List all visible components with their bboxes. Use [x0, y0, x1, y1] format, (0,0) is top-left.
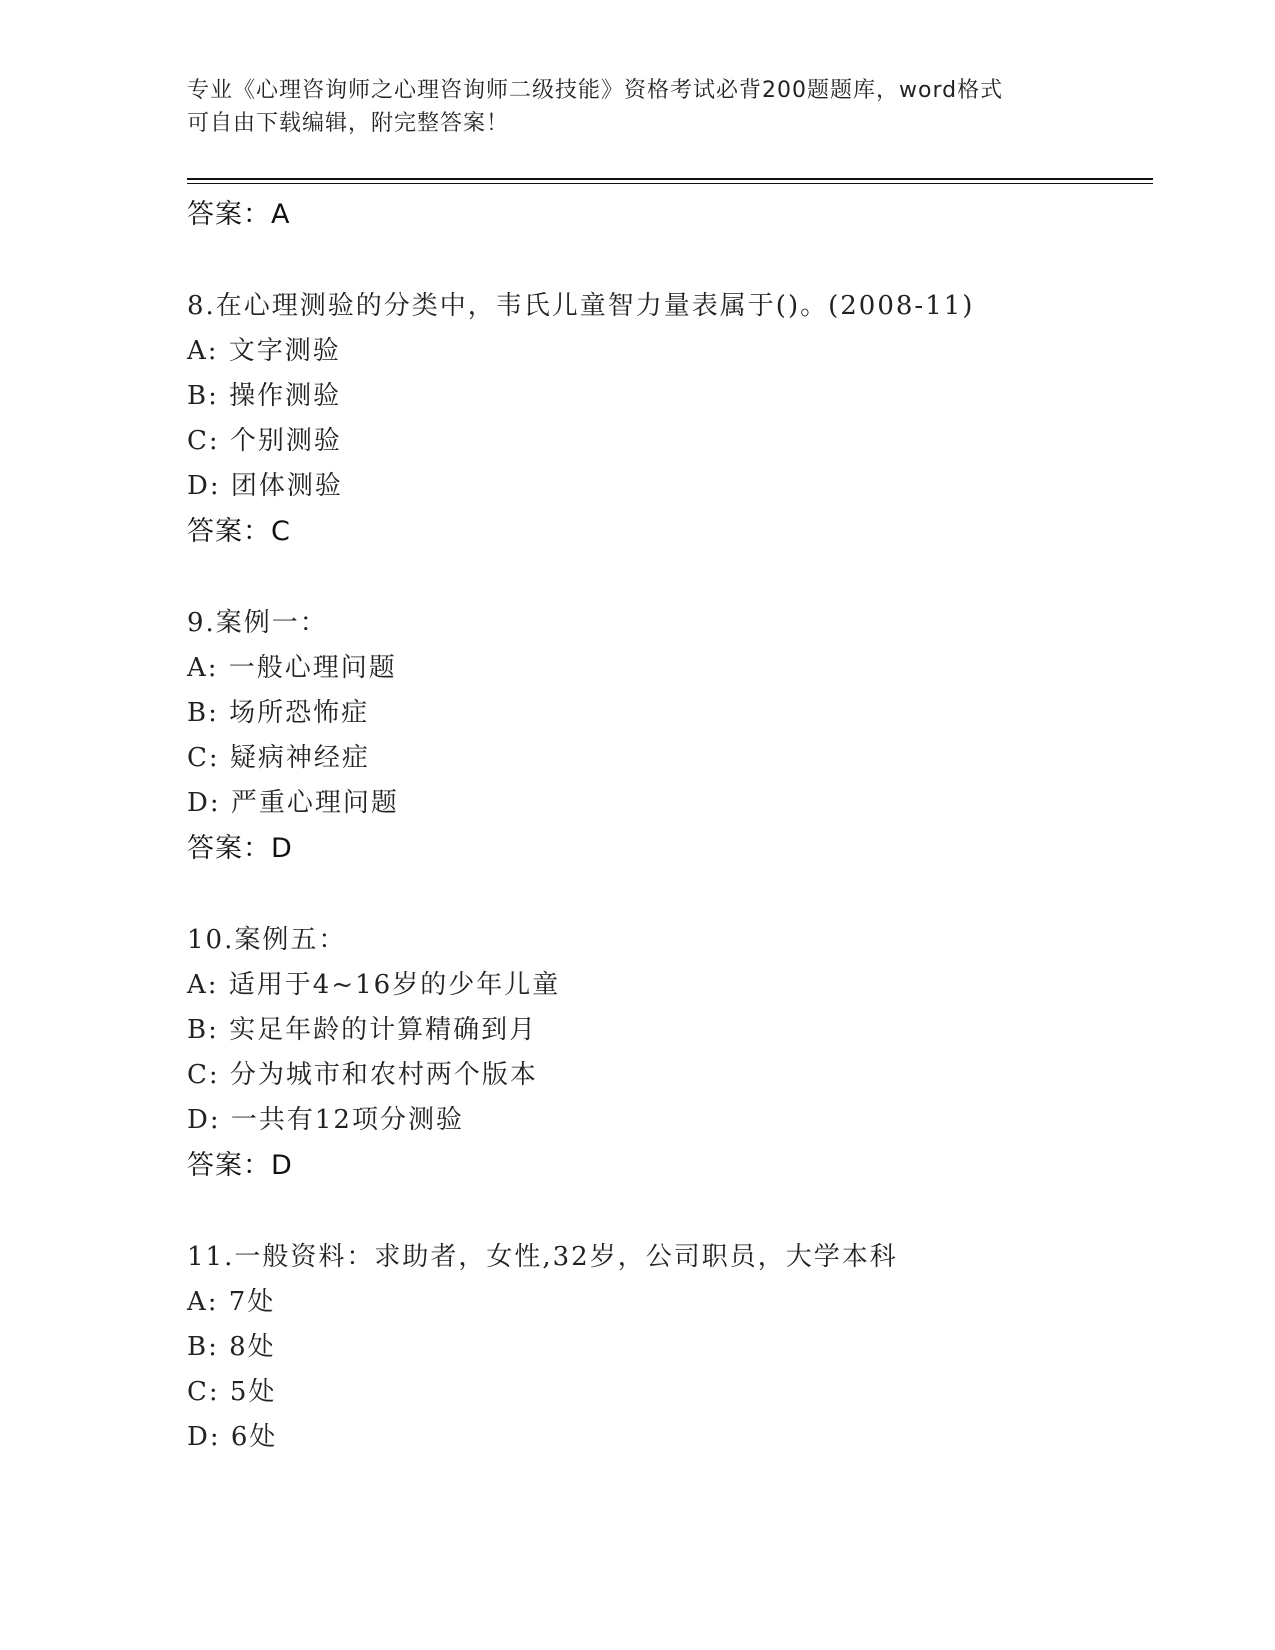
answer-line: 答案：D	[187, 833, 293, 864]
question-title: 10.案例五：	[187, 925, 347, 955]
option-a: A: 7处	[187, 1287, 276, 1317]
spacer	[187, 237, 1147, 284]
header-line-1: 专业《心理咨询师之心理咨询师二级技能》资格考试必背200题题库，word格式	[187, 78, 1004, 103]
question-block	[187, 284, 1147, 554]
question-block	[187, 918, 1147, 1188]
header-divider-thin	[187, 183, 1153, 184]
question-title: 8.在心理测验的分类中，韦氏儿童智力量表属于()。(2008-11)	[187, 291, 975, 321]
header-divider-thick	[187, 178, 1153, 180]
option-a: A: 文字测验	[187, 336, 341, 366]
option-c: C: 分为城市和农村两个版本	[187, 1060, 538, 1090]
option-d: D: 团体测验	[187, 471, 343, 501]
question-block	[187, 601, 1147, 871]
answer-line: 答案：C	[187, 516, 291, 547]
option-b: B: 操作测验	[187, 381, 342, 411]
option-a: A: 一般心理问题	[187, 653, 397, 683]
spacer	[187, 554, 1147, 601]
option-c: C: 疑病神经症	[187, 743, 370, 773]
answer-line: 答案：D	[187, 1150, 293, 1181]
spacer	[187, 871, 1147, 918]
question-block	[187, 1235, 1147, 1460]
answer-line: 答案：A	[187, 199, 291, 230]
question-title: 9.案例一：	[187, 608, 328, 638]
question-list	[187, 192, 1147, 1460]
question-title: 11.一般资料：求助者，女性,32岁，公司职员，大学本科	[187, 1242, 898, 1272]
option-c: C: 5处	[187, 1377, 277, 1407]
spacer	[187, 1188, 1147, 1235]
option-b: B: 场所恐怖症	[187, 698, 370, 728]
option-d: D: 严重心理问题	[187, 788, 399, 818]
option-c: C: 个别测验	[187, 426, 342, 456]
option-a: A: 适用于4~16岁的少年儿童	[187, 970, 561, 1000]
option-d: D: 一共有12项分测验	[187, 1105, 464, 1135]
document-header	[187, 74, 1087, 140]
header-line-2: 可自由下载编辑，附完整答案！	[187, 111, 510, 136]
option-b: B: 8处	[187, 1332, 276, 1362]
option-b: B: 实足年龄的计算精确到月	[187, 1015, 538, 1045]
option-d: D: 6处	[187, 1422, 278, 1452]
